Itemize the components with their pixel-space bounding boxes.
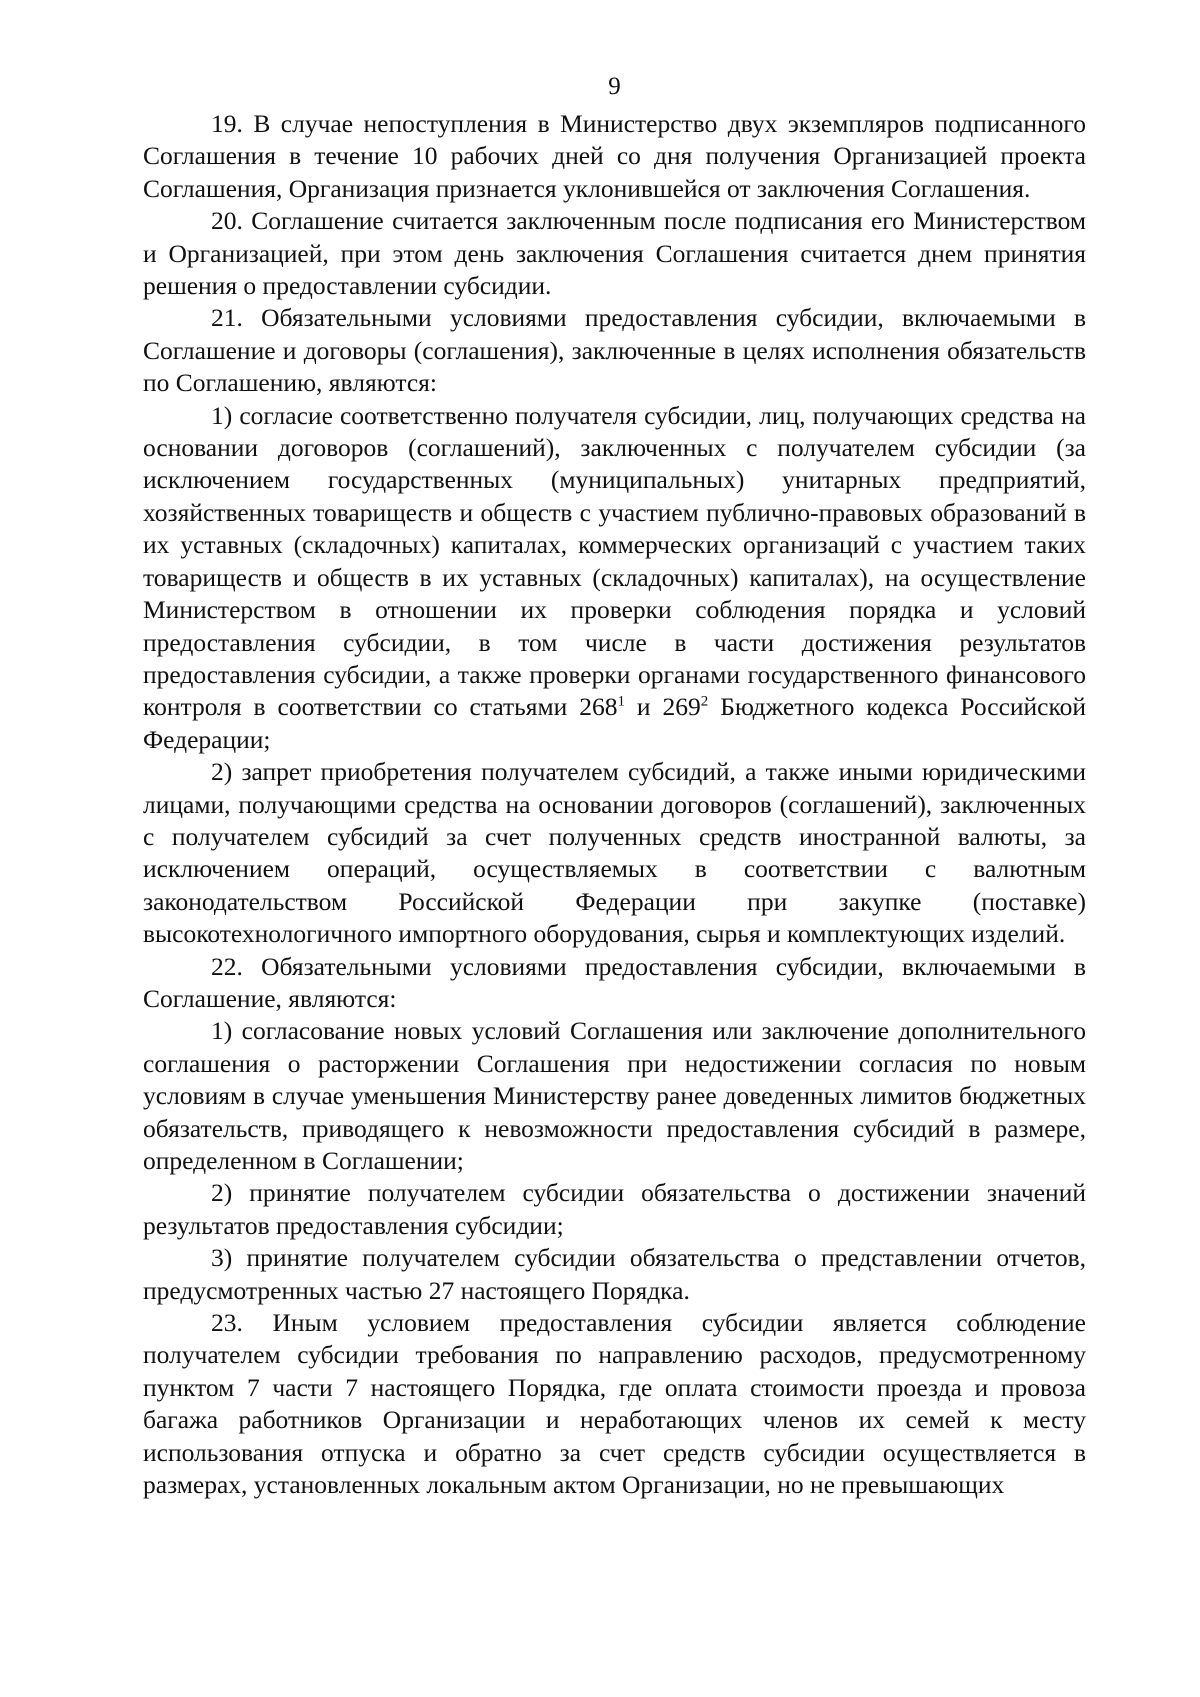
paragraph-21-item-2: 2) запрет приобретения получателем субсидий, а также иными юридическими лицами, получающими средства на основании договоров (соглашений), заключенных с получателем субсидий за счет полученных средств иностранной валюты, за исключением операций, осуществляемых в соответствии с валютным законодательством Российской Федерации при закупке (поставке) высокотехнологичного импортного оборудования, сырья и комплектующих изделий. bbox=[143, 757, 1086, 949]
article-269-superscript: 2 bbox=[700, 693, 709, 710]
paragraph-22-item-3: 3) принятие получателем субсидии обязательства о представлении отчетов, предусмотренных частью 27 настоящего Порядка. bbox=[143, 1243, 1086, 1305]
paragraph-19: 19. В случае непоступления в Министерство двух экземпляров подписанного Соглашения в течение 10 рабочих дней со дня получения Организацией проекта Соглашения, Организация признается уклонившейся от заключения Соглашения. bbox=[143, 109, 1086, 203]
paragraph-20: 20. Соглашение считается заключенным после подписания его Министерством и Организацией, при этом день заключения Соглашения считается днем принятия решения о предоставлении субсидии. bbox=[143, 206, 1086, 301]
paragraph-23: 23. Иным условием предоставления субсидии является соблюдение получателем субсидии требования по направлению расходов, предусмотренному пунктом 7 части 7 настоящего Порядка, где оплата стоимости проезда и провоза багажа работников Организации и неработающих членов их семей к месту использования отпуска и обратно за счет средств субсидии осуществляется в размерах, установленных локальным актом Организации, но не превышающих bbox=[143, 1308, 1086, 1500]
paragraph-22-item-1: 1) согласование новых условий Соглашения или заключение дополнительного соглашения о расторжении Соглашения при недостижении согласия по новым условиям в случае уменьшения Министерству ранее доведенных лимитов бюджетных обязательств, приводящего к невозможности предоставления субсидий в размере, определенном в Соглашении; bbox=[143, 1016, 1086, 1175]
paragraph-21-item-1-mid: и 269 bbox=[624, 692, 701, 722]
paragraph-21-item-1 bbox=[143, 400, 1086, 756]
article-268-superscript: 1 bbox=[617, 693, 625, 710]
paragraph-21: 21. Обязательными условиями предоставления субсидии, включаемыми в Соглашение и договоры (соглашения), заключенные в целях исполнения обязательств по Соглашению, являются: bbox=[143, 303, 1086, 398]
paragraph-21-item-1-tail: Бюджетного кодекса Российской Федерации; bbox=[143, 692, 1086, 754]
paragraph-21-item-1-text: 1) согласие соответственно получателя субсидии, лиц, получающих средства на основании договоров (соглашений), заключенных с получателем субсидии (за исключением государственных (муниципальных) унитарных предприятий, хозяйственных товариществ и обществ с участием публично-правовых образований в их уставных (складочных) капиталах, коммерческих организаций с участием таких товариществ и обществ в их уставных (складочных) капиталах), на осуществление Министерством в отношении их проверки соблюдения порядка и условий предоставления субсидии, в том числе в части достижения результатов предоставления субсидии, а также проверки органами государственного финансового контроля в соответствии со статьями 268 bbox=[143, 400, 1086, 722]
paragraph-22-item-2: 2) принятие получателем субсидии обязательства о достижении значений результатов предоставления субсидии; bbox=[143, 1178, 1086, 1240]
page-number: 9 bbox=[608, 73, 621, 100]
paragraph-22: 22. Обязательными условиями предоставления субсидии, включаемыми в Соглашение, являются: bbox=[143, 951, 1086, 1013]
document-body bbox=[143, 108, 1086, 1501]
